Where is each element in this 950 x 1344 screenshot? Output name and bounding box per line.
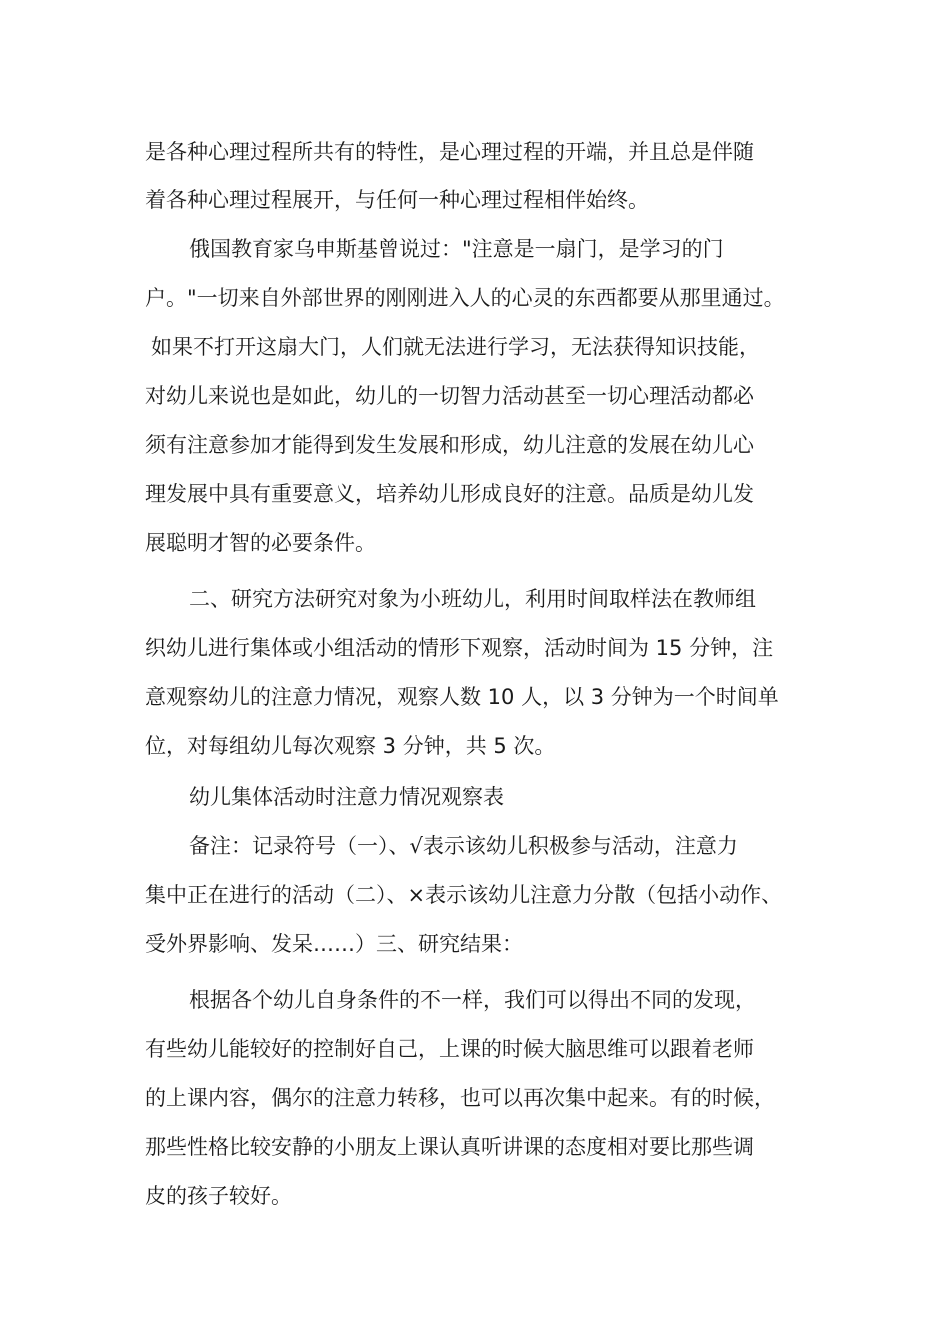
text-line: 受外界影响、发呆……）三、研究结果： [145, 932, 523, 956]
text-line: 着各种心理过程展开，与任何一种心理过程相伴始终。 [145, 188, 649, 212]
paragraph-first-line: 备注：记录符号（一）、√表示该幼儿积极参与活动，注意力 [189, 834, 738, 858]
text-line: 集中正在进行的活动（二）、×表示该幼儿注意力分散（包括小动作、 [145, 883, 783, 907]
text-line: 织幼儿进行集体或小组活动的情形下观察，活动时间为 15 分钟，注 [145, 636, 774, 660]
text-line: 对幼儿来说也是如此，幼儿的一切智力活动甚至一切心理活动都必 [145, 384, 754, 408]
text-line: 皮的孩子较好。 [145, 1184, 292, 1208]
text-line: 位，对每组幼儿每次观察 3 分钟，共 5 次。 [145, 734, 556, 758]
text-line: 那些性格比较安静的小朋友上课认真听讲课的态度相对要比那些调 [145, 1135, 754, 1159]
text-line: 有些幼儿能较好的控制好自己，上课的时候大脑思维可以跟着老师 [145, 1037, 754, 1061]
text-line: 须有注意参加才能得到发生发展和形成，幼儿注意的发展在幼儿心 [145, 433, 754, 457]
paragraph-first-line: 俄国教育家乌申斯基曾说过："注意是一扇门，是学习的门 [189, 237, 724, 261]
text-line: 户。"一切来自外部世界的刚刚进入人的心灵的东西都要从那里通过。 [145, 286, 785, 310]
paragraph-first-line: 根据各个幼儿自身条件的不一样，我们可以得出不同的发现， [189, 988, 756, 1012]
text-line: 如果不打开这扇大门，人们就无法进行学习，无法获得知识技能， [151, 335, 760, 359]
paragraph-first-line: 二、研究方法研究对象为小班幼儿，利用时间取样法在教师组 [189, 587, 756, 611]
text-line: 理发展中具有重要意义，培养幼儿形成良好的注意。品质是幼儿发 [145, 482, 754, 506]
text-line: 是各种心理过程所共有的特性，是心理过程的开端，并且总是伴随 [145, 140, 754, 164]
text-line: 展聪明才智的必要条件。 [145, 531, 376, 555]
text-line: 意观察幼儿的注意力情况，观察人数 10 人，以 3 分钟为一个时间单 [145, 685, 779, 709]
table-caption: 幼儿集体活动时注意力情况观察表 [189, 785, 504, 809]
text-line: 的上课内容，偶尔的注意力转移，也可以再次集中起来。有的时候， [145, 1086, 775, 1110]
